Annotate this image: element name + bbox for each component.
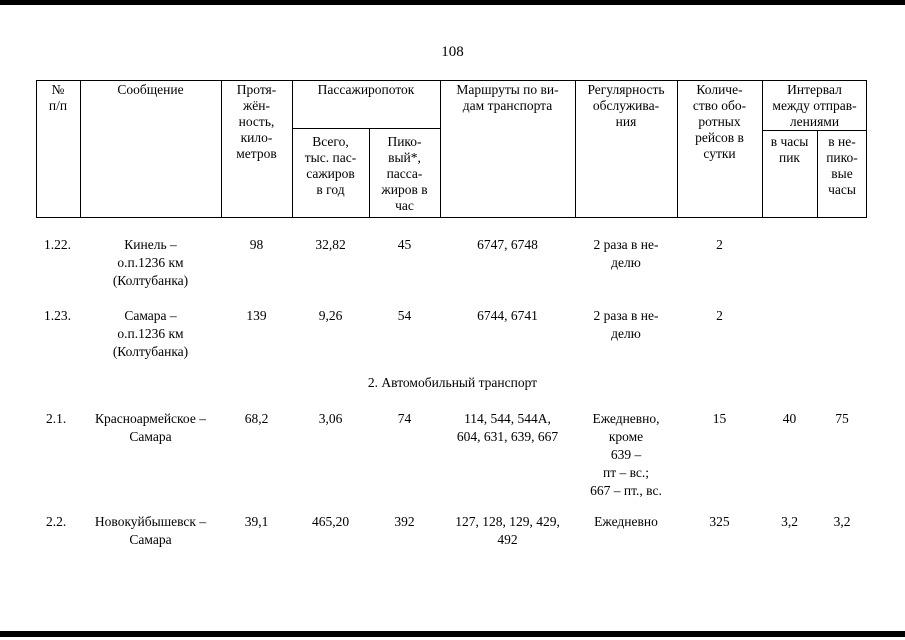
header-regularity: Регулярность обслужива- ния xyxy=(587,82,665,129)
row-total: 465,20 xyxy=(311,514,350,529)
table-header xyxy=(36,80,867,218)
header-count: Количе- ство обо- ротных рейсов в сутки xyxy=(692,82,747,161)
row-length: 39,1 xyxy=(244,514,269,529)
row-interval-peak: 40 xyxy=(782,411,797,426)
row-count: 2 xyxy=(716,308,723,323)
row-regularity: 2 раза в не- делю xyxy=(593,237,659,270)
row-count: 2 xyxy=(716,237,723,252)
row-regularity: 2 раза в не- делю xyxy=(593,308,659,341)
row-num: 2.2. xyxy=(46,514,67,529)
row-num: 1.23. xyxy=(44,308,71,323)
row-peak: 45 xyxy=(397,237,412,252)
header-routes: Маршруты по ви- дам транспорта xyxy=(456,82,559,113)
flow-subheader-line xyxy=(292,128,440,129)
header-route: Сообщение xyxy=(117,82,184,97)
header-flow-total: Всего, тыс. пас- сажиров в год xyxy=(304,134,357,197)
header-length: Протя- жён- ность, кило- метров xyxy=(236,82,277,161)
row-routes: 6744, 6741 xyxy=(477,308,538,323)
header-num: № п/п xyxy=(48,82,68,113)
row-route: Красноармейское – Самара xyxy=(95,411,206,444)
header-flow-peak: Пико- вый*, пасса- жиров в час xyxy=(381,134,428,213)
row-length: 139 xyxy=(246,308,267,323)
row-route: Кинель – о.п.1236 км (Колтубанка) xyxy=(112,237,189,288)
row-peak: 54 xyxy=(397,308,412,323)
row-interval-offpeak: 3,2 xyxy=(833,514,851,529)
row-num: 1.22. xyxy=(44,237,71,252)
row-total: 32,82 xyxy=(315,237,346,252)
header-interval-peak: в часы пик xyxy=(770,134,809,165)
row-count: 325 xyxy=(709,514,730,529)
page-number: 108 xyxy=(441,44,464,60)
row-total: 9,26 xyxy=(318,308,343,323)
row-interval-peak: 3,2 xyxy=(781,514,798,529)
bottom-rule xyxy=(0,631,905,637)
row-count: 15 xyxy=(712,411,727,426)
row-route: Новокуйбышевск – Самара xyxy=(94,514,207,547)
row-peak: 392 xyxy=(394,514,415,529)
header-flow: Пассажиропоток xyxy=(317,82,415,97)
row-peak: 74 xyxy=(397,411,412,426)
interval-subheader-line xyxy=(762,130,867,131)
header-top-line xyxy=(36,80,867,81)
col-line xyxy=(80,80,81,218)
row-routes: 127, 128, 129, 429, 492 xyxy=(455,514,560,547)
header-interval-offpeak: в не- пико- вые часы xyxy=(826,134,858,197)
row-regularity: Ежедневно, кроме 639 – пт – вс.; 667 – пт., вс. xyxy=(590,411,662,498)
row-total: 3,06 xyxy=(318,411,343,426)
header-bottom-line xyxy=(36,217,867,218)
row-length: 98 xyxy=(249,237,264,252)
header-interval: Интервал между отправ- лениями xyxy=(772,82,857,129)
row-routes: 114, 544, 544А, 604, 631, 639, 667 xyxy=(456,411,559,444)
row-routes: 6747, 6748 xyxy=(477,237,538,252)
section-title: 2. Автомобильный транспорт xyxy=(367,375,538,390)
row-num: 2.1. xyxy=(46,411,67,426)
row-interval-offpeak: 75 xyxy=(835,411,849,426)
row-regularity: Ежедневно xyxy=(594,514,658,529)
top-rule xyxy=(0,0,905,5)
row-route: Самара – о.п.1236 км (Колтубанка) xyxy=(112,308,189,359)
row-length: 68,2 xyxy=(244,411,269,426)
